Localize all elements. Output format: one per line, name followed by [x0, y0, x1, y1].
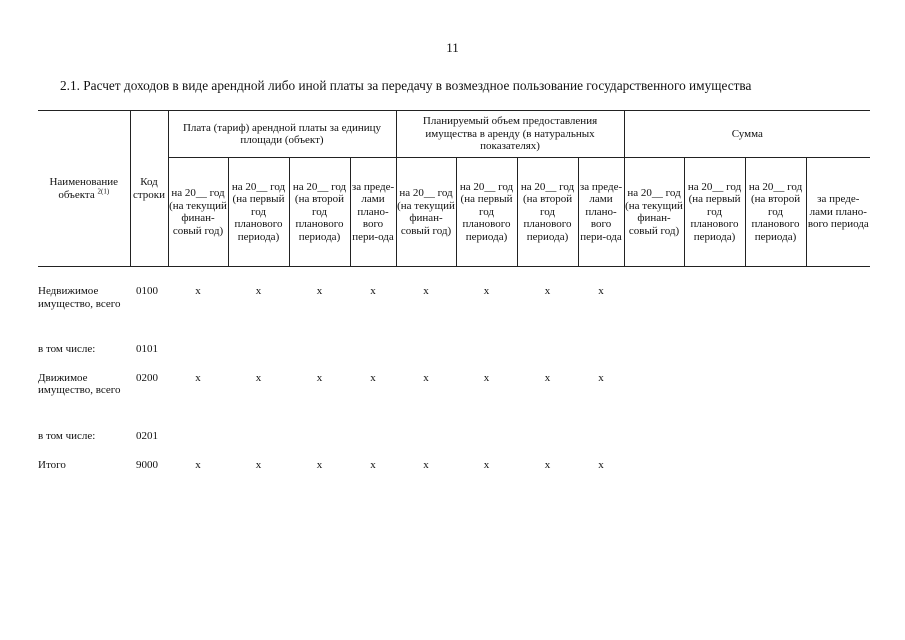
row-cell [350, 430, 396, 459]
row-cell [578, 430, 624, 459]
row-cell [228, 343, 289, 372]
row-cell [624, 459, 684, 489]
row-cell: x [255, 285, 262, 297]
row-cell [624, 372, 684, 430]
row-cell: x [195, 371, 201, 384]
row-cell: x [544, 371, 551, 384]
row-cell [745, 430, 806, 459]
row-cell [806, 343, 870, 372]
row-cell [745, 459, 806, 489]
row-cell [806, 372, 870, 430]
header-volume-first: на 20__ год (на первый год планового периода) [456, 158, 517, 267]
page-number: 11 [446, 40, 459, 55]
header-volume-beyond: за преде-лами плано-вого пери-ода [578, 158, 624, 267]
row-cell [684, 343, 745, 372]
header-sum-second: на 20__ год (на второй год планового периода) [745, 158, 806, 267]
row-name: Недвижимое имущество, всего [38, 285, 121, 310]
table-row [38, 343, 870, 372]
row-cell: x [544, 458, 551, 471]
row-cell [289, 430, 350, 459]
row-cell: x [598, 285, 604, 297]
row-cell [228, 430, 289, 459]
row-cell [350, 343, 396, 372]
row-cell: x [316, 371, 323, 384]
row-cell [684, 267, 745, 343]
table-row [38, 267, 870, 343]
income-table [38, 110, 870, 489]
header-sum-beyond: за преде-лами плано-вого периода [806, 158, 870, 267]
row-cell [289, 343, 350, 372]
row-cell: x [370, 285, 376, 297]
row-code: 0100 [136, 285, 158, 297]
row-name: Движимое имущество, всего [38, 371, 121, 396]
row-cell: x [423, 371, 429, 384]
row-cell [806, 267, 870, 343]
row-cell [624, 267, 684, 343]
table-row [38, 372, 870, 430]
header-name: Наименование объекта $^{2(1)}$ [38, 111, 130, 267]
row-cell: x [316, 458, 323, 471]
row-cell [456, 343, 517, 372]
row-cell [517, 343, 578, 372]
row-cell: x [544, 285, 551, 297]
row-cell [517, 430, 578, 459]
header-group-volume: Планируемый объем предоставления имущества в аренду (в натуральных показателях) [396, 111, 624, 158]
row-cell: x [195, 285, 201, 297]
row-cell [396, 430, 456, 459]
row-cell: x [370, 458, 376, 471]
header-code: Код строки [130, 111, 168, 267]
header-sum-first: на 20__ год (на первый год планового периода) [684, 158, 745, 267]
header-rate-beyond: за преде-лами плано-вого пери-ода [350, 158, 396, 267]
row-cell [456, 430, 517, 459]
row-cell [684, 459, 745, 489]
row-cell: x [423, 285, 429, 297]
header-group-sum: Сумма [624, 111, 870, 158]
row-cell: x [195, 458, 201, 471]
row-cell [624, 430, 684, 459]
row-cell [624, 343, 684, 372]
row-cell [806, 430, 870, 459]
row-cell: x [255, 371, 262, 384]
table-header [38, 111, 870, 267]
row-cell [745, 343, 806, 372]
row-cell: x [370, 371, 376, 384]
row-cell [168, 430, 228, 459]
row-cell [745, 372, 806, 430]
row-cell [806, 459, 870, 489]
row-code: 0201 [136, 429, 158, 442]
row-code: 0200 [136, 371, 158, 384]
row-cell: x [255, 458, 262, 471]
row-name: в том числе: [38, 429, 96, 442]
row-cell: x [483, 285, 490, 297]
row-name: в том числе: [38, 342, 96, 355]
table-row [38, 430, 870, 459]
row-cell [745, 267, 806, 343]
header-volume-current: на 20__ год (на текущий финан-совый год) [396, 158, 456, 267]
table-body [38, 267, 870, 489]
row-cell: x [423, 458, 429, 471]
row-cell: x [598, 458, 604, 471]
header-sum-current: на 20__ год (на текущий финан-совый год) [624, 158, 684, 267]
table-row [38, 459, 870, 489]
row-name: Итого [38, 458, 66, 471]
row-cell [396, 343, 456, 372]
row-cell [168, 343, 228, 372]
row-code: 9000 [136, 458, 158, 471]
header-rate-second: на 20__ год (на второй год планового периода) [289, 158, 350, 267]
row-cell: x [483, 371, 490, 384]
header-group-rate: Плата (тариф) арендной платы за единицу площади (объект) [168, 111, 396, 158]
row-cell [684, 430, 745, 459]
row-code: 0101 [136, 342, 158, 355]
row-cell: x [316, 285, 323, 297]
header-rate-first: на 20__ год (на первый год планового периода) [228, 158, 289, 267]
row-cell: x [598, 371, 604, 384]
row-cell [684, 372, 745, 430]
row-cell [578, 343, 624, 372]
section-title: 2.1. Расчет доходов в виде арендной либо иной платы за передачу в возмездное пользование государственного имущества [60, 78, 752, 93]
row-cell: x [483, 458, 490, 471]
header-rate-current: на 20__ год (на текущий финан-совый год) [168, 158, 228, 267]
header-volume-second: на 20__ год (на второй год планового периода) [517, 158, 578, 267]
